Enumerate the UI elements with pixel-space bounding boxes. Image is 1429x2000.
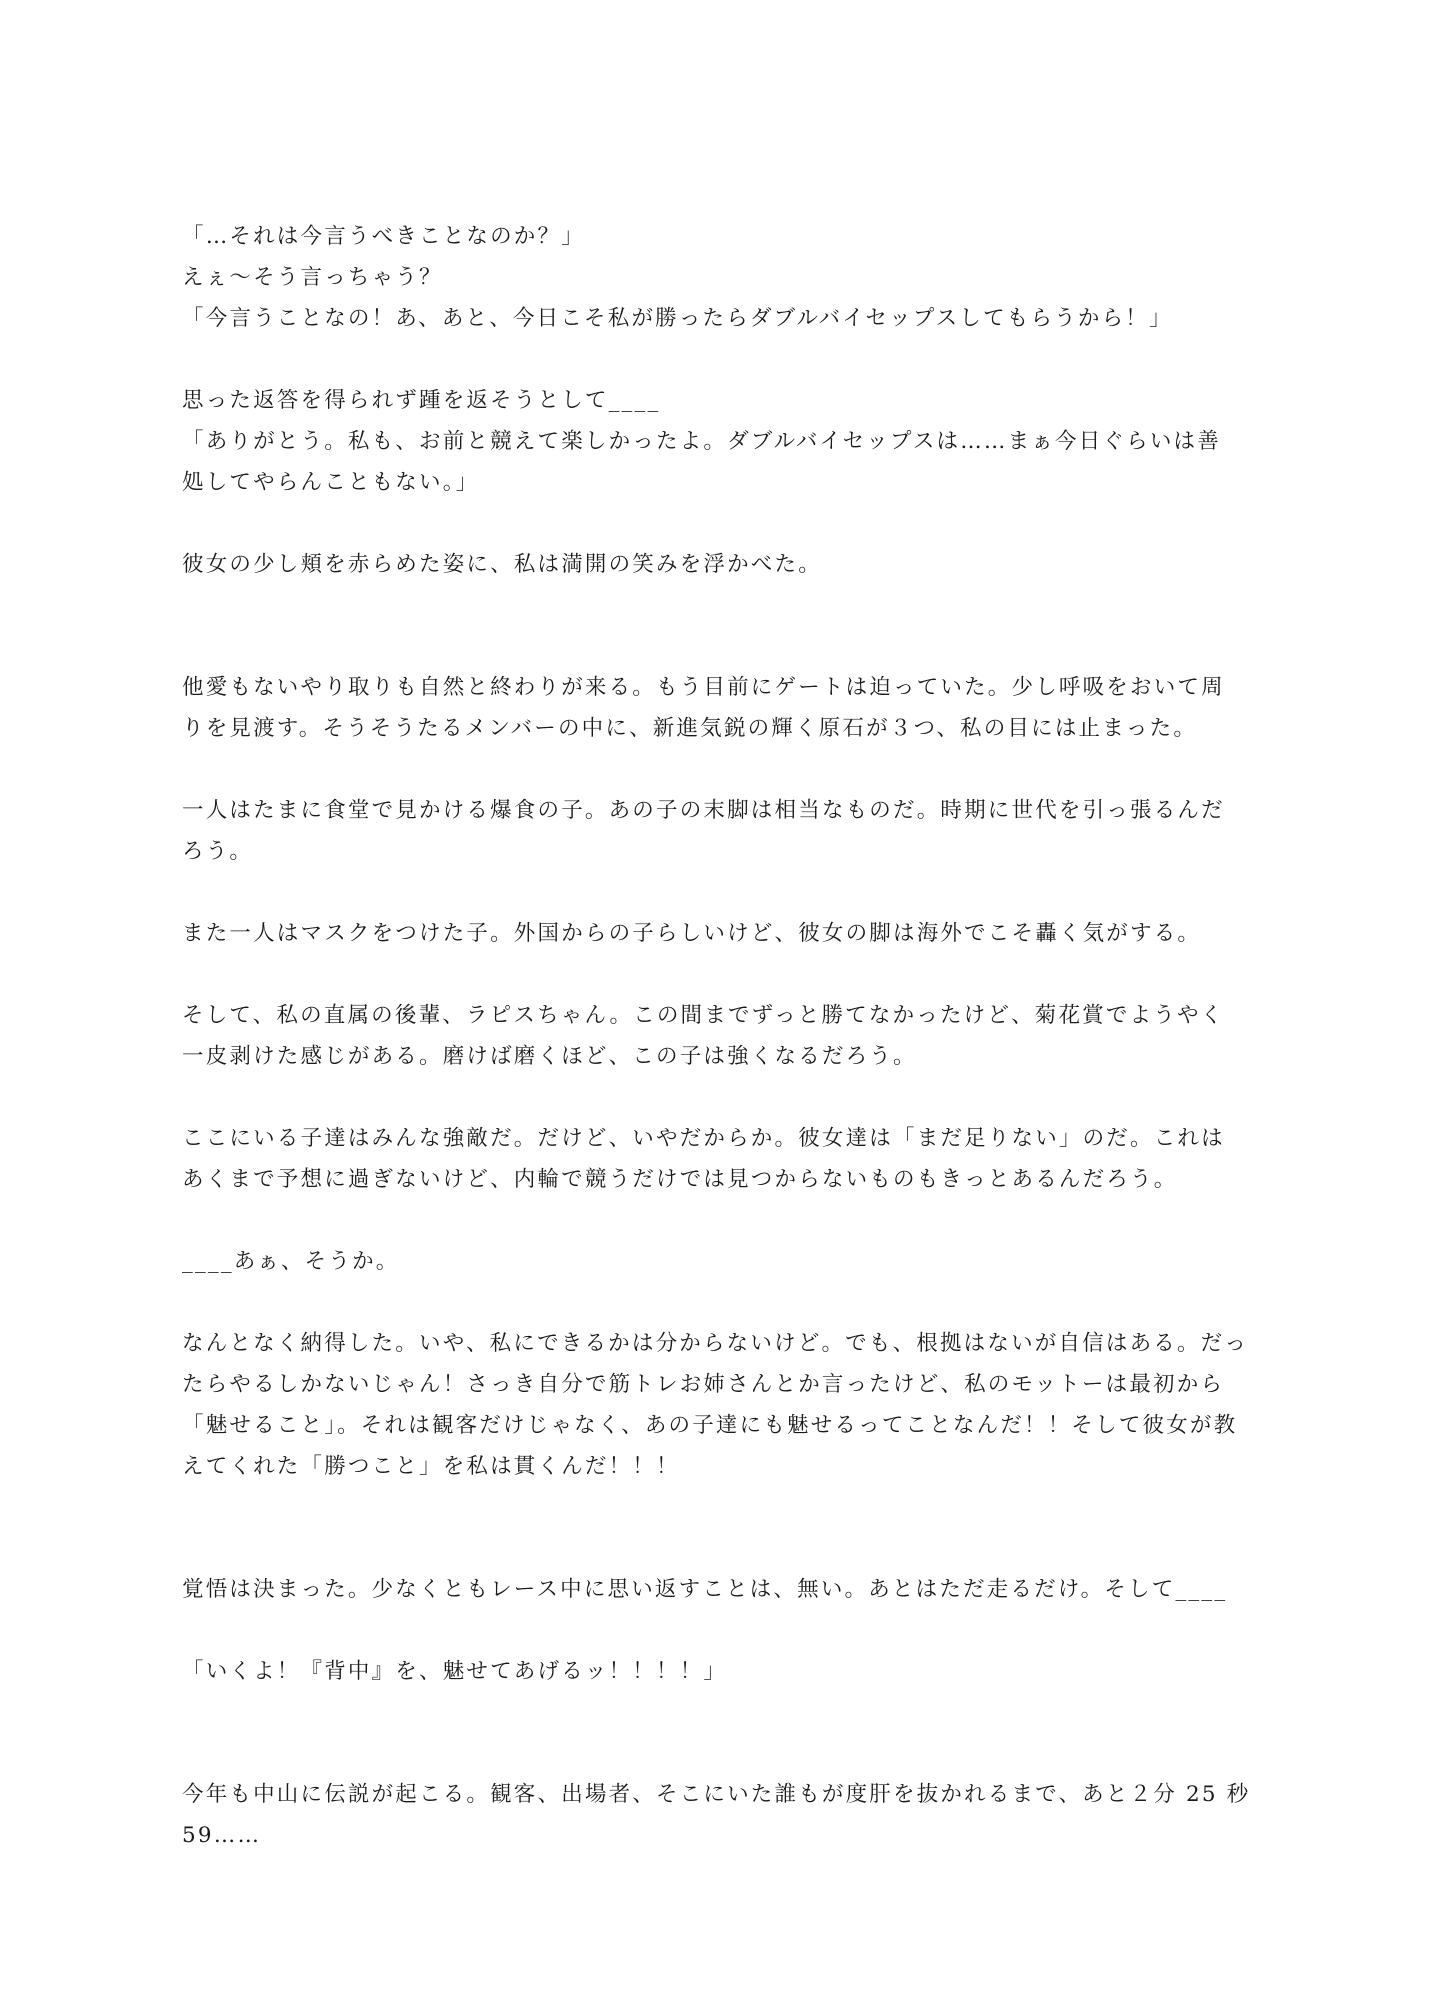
text-line: そして、私の直属の後輩、ラピスちゃん。この間までずっと勝てなかったけど、菊花賞でようやく [182, 1003, 1225, 1028]
text-line: 彼女の少し頬を赤らめた姿に、私は満開の笑みを浮かべた。 [182, 552, 822, 577]
text-line: 「今言うことなの！あ、あと、今日こそ私が勝ったらダブルバイセップスしてもらうから！」 [182, 306, 1173, 331]
blank-line [182, 1282, 1250, 1323]
blank-line [182, 1610, 1250, 1651]
text-line: なんとなく納得した。いや、私にできるかは分からないけど。でも、根拠はないが自信はある。だっ [182, 1331, 1249, 1356]
blank-line [182, 585, 1250, 626]
text-line: また一人はマスクをつけた子。外国からの子らしいけど、彼女の脚は海外でこそ轟く気がする。 [182, 921, 1202, 946]
blank-line [182, 1200, 1250, 1241]
blank-line [182, 503, 1250, 544]
blank-line [182, 1487, 1250, 1528]
text-line: 一人はたまに食堂で見かける爆食の子。あの子の末脚は相当なものだ。時期に世代を引っ張るんだ [182, 798, 1225, 823]
text-line: 「…それは今言うべきことなのか？」 [182, 224, 585, 249]
text-line: 「魅せること」。それは観客だけじゃなく、あの子達にも魅せるってことなんだ！！そして彼女が教 [182, 1413, 1238, 1438]
blank-line [182, 872, 1250, 913]
text-line: 処してやらんこともない。」 [182, 470, 480, 495]
text-line: 一皮剥けた感じがある。磨けば磨くほど、この子は強くなるだろう。 [182, 1044, 917, 1069]
text-line: ろう。 [182, 839, 254, 864]
blank-line [182, 1528, 1250, 1569]
blank-line [182, 1077, 1250, 1118]
blank-line [182, 1733, 1250, 1774]
text-line: 「ありがとう。私も、お前と競えて楽しかったよ。ダブルバイセップスは……まぁ今日ぐらいは善 [182, 429, 1221, 454]
text-line: 今年も中山に伝説が起こる。観客、出場者、そこにいた誰もが度肝を抜かれるまで、あと２分 25 秒 [182, 1782, 1251, 1807]
text-line: えぇ〜そう言っちゃう？ [182, 265, 443, 290]
text-line: 他愛もないやり取りも自然と終わりが来る。もう目前にゲートは迫っていた。少し呼吸をおいて周 [182, 675, 1225, 700]
text-line: 59…… [182, 1823, 262, 1848]
text-line: りを見渡す。そうそうたるメンバーの中に、新進気鋭の輝く原石が３つ、私の目には止まった。 [182, 716, 1198, 741]
text-line: えてくれた「勝つこと」を私は貫くんだ！！！ [182, 1454, 680, 1479]
text-line: ここにいる子達はみんな強敵だ。だけど、いやだからか。彼女達は「まだ足りない」のだ。これは [182, 1126, 1225, 1151]
blank-line [182, 339, 1250, 380]
text-line: 思った返答を得られず踵を返そうとして____ [182, 388, 661, 413]
text-line: 「いくよ！『背中』を、魅せてあげるッ！！！！」 [182, 1659, 728, 1684]
blank-line [182, 626, 1250, 667]
text-line: あくまで予想に過ぎないけど、内輪で競うだけでは見つからないものもきっとあるんだろう。 [182, 1167, 1178, 1192]
document-body [182, 216, 1250, 1856]
text-line: ____あぁ、そうか。 [182, 1249, 400, 1274]
text-line: 覚悟は決まった。少なくともレース中に思い返すことは、無い。あとはただ走るだけ。そして____ [182, 1577, 1228, 1602]
blank-line [182, 954, 1250, 995]
blank-line [182, 1692, 1250, 1733]
blank-line [182, 749, 1250, 790]
text-line: たらやるしかないじゃん！さっき自分で筋トレお姉さんとか言ったけど、私のモットーは最初から [182, 1372, 1225, 1397]
